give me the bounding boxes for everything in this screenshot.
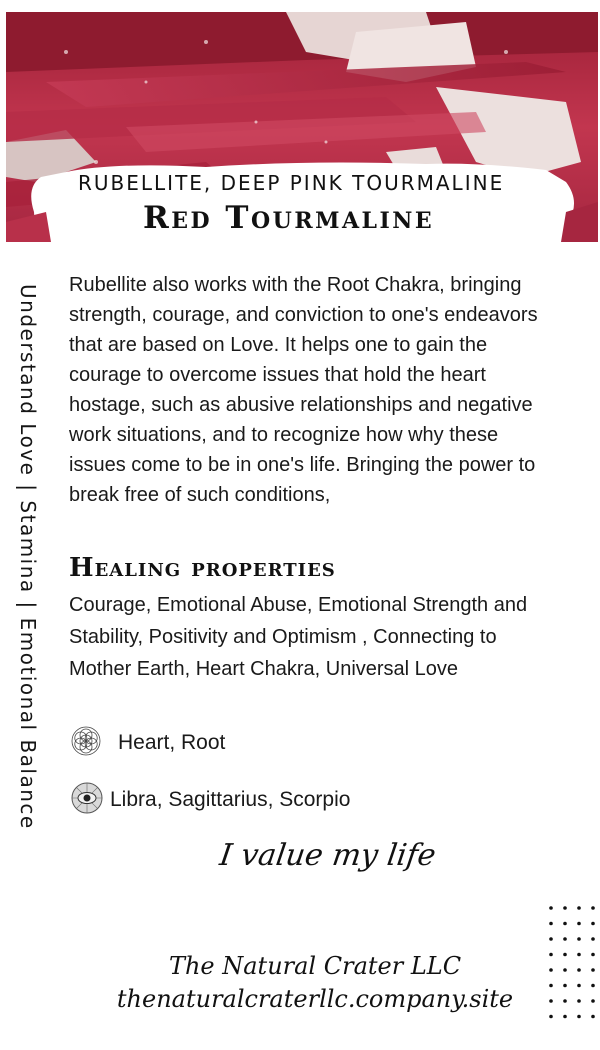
side-keywords: Understand Love | Stamina | Emotional Balance (16, 284, 40, 830)
zodiac-label: Libra, Sagittarius, Scorpio (110, 788, 351, 811)
decor-dot (591, 906, 595, 910)
decor-dot (563, 953, 567, 957)
decor-dot (591, 999, 595, 1003)
decor-dot (591, 1015, 595, 1019)
decor-dot (563, 906, 567, 910)
website-link[interactable]: thenaturalcraterllc.company.site (116, 985, 514, 1013)
decor-dot (549, 937, 553, 941)
decor-dot (549, 906, 553, 910)
decor-dot (563, 984, 567, 988)
intro-paragraph: Rubellite also works with the Root Chakra, bringing strength, courage, and conviction to one's endeavors that are based on Love. It helps one to gain the courage to overcome issues that hold the heart hostage, such as abusive relationships and negative work situations, and to recognize how why these issues come to be in one's life. Bringing the power to break free of such conditions, (69, 274, 538, 506)
decor-dot (577, 984, 581, 988)
flower-of-life-icon (70, 725, 102, 761)
decor-dot (549, 968, 553, 972)
chakra-row (70, 725, 225, 761)
decor-dot (563, 937, 567, 941)
decor-dot (577, 1015, 581, 1019)
decor-dot (549, 999, 553, 1003)
decor-dot (563, 968, 567, 972)
decor-dot (591, 953, 595, 957)
decor-dot (591, 984, 595, 988)
decor-dot (577, 922, 581, 926)
decor-dot (549, 953, 553, 957)
decor-dot (563, 922, 567, 926)
zodiac-row (70, 781, 350, 819)
side-banner (8, 284, 48, 974)
zodiac-eye-icon (70, 781, 104, 819)
decor-dot (549, 1015, 553, 1019)
subtitle: RUBELLITE, DEEP PINK TOURMALINE (78, 171, 505, 195)
chakra-label: Heart, Root (118, 731, 226, 754)
decor-dot (577, 968, 581, 972)
dot-grid-decoration (546, 904, 600, 1036)
decor-dot (563, 999, 567, 1003)
decor-dot (577, 953, 581, 957)
decor-dot (577, 937, 581, 941)
decor-dot (549, 984, 553, 988)
company-name: The Natural Crater LLC (168, 952, 462, 980)
page-title: Red Tourmaline (143, 200, 435, 236)
healing-text: Courage, Emotional Abuse, Emotional Strength and Stability, Positivity and Optimism , Connecting to Mother Earth, Heart Chakra, Universal Love (69, 594, 528, 680)
decor-dot (563, 1015, 567, 1019)
decor-dot (591, 968, 595, 972)
signature-affirmation: I value my life (217, 838, 438, 873)
decor-dot (591, 922, 595, 926)
decor-dot (577, 999, 581, 1003)
decor-dot (591, 937, 595, 941)
decor-dot (577, 906, 581, 910)
decor-dot (549, 922, 553, 926)
healing-heading: Healing properties (69, 553, 336, 583)
